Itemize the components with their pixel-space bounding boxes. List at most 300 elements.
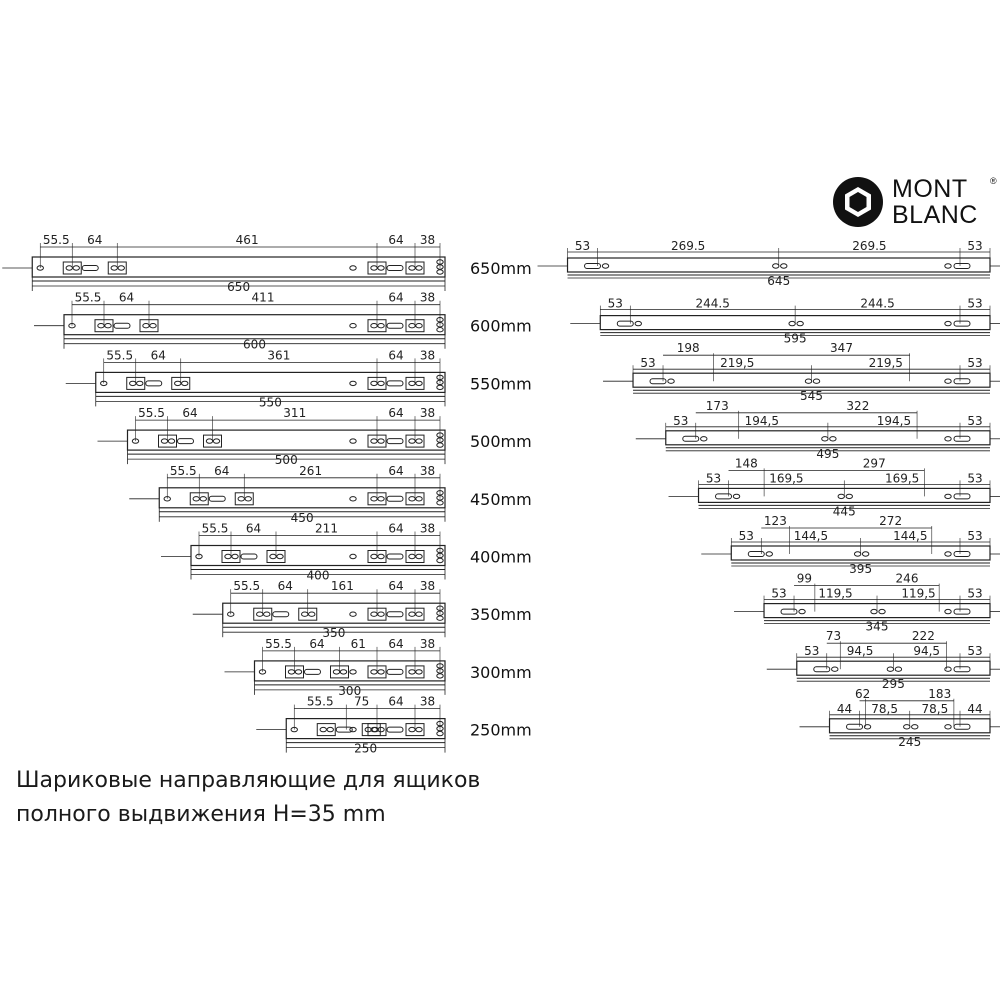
mid-bracket-hole bbox=[175, 381, 181, 385]
front-bracket-hole bbox=[105, 324, 111, 328]
dimension-value: 38 bbox=[419, 694, 436, 709]
dimension-value: 44 bbox=[836, 701, 853, 716]
front-bracket-hole bbox=[320, 727, 326, 731]
mid-bracket-hole bbox=[245, 497, 251, 501]
front-hole bbox=[733, 494, 739, 498]
end-bracket-hole bbox=[409, 266, 415, 270]
dimension-value: 38 bbox=[419, 406, 436, 421]
overall-length-value: 550 bbox=[258, 395, 282, 410]
rear-slot bbox=[954, 264, 970, 269]
front-slot bbox=[178, 439, 194, 444]
dimension-value: 75 bbox=[353, 694, 370, 709]
end-hole bbox=[437, 674, 443, 678]
overall-length-value: 495 bbox=[816, 446, 840, 461]
slide-length-label: 550mm bbox=[470, 374, 532, 394]
dimension-value: 194,5 bbox=[744, 413, 780, 428]
center-hole bbox=[854, 552, 860, 556]
rear-slot bbox=[954, 494, 970, 499]
front-bracket-hole bbox=[288, 670, 294, 674]
front-bracket-hole bbox=[168, 439, 174, 443]
rail-drawing-495 bbox=[636, 399, 1000, 461]
dimension-value: 148 bbox=[734, 456, 758, 471]
dimension-value: 38 bbox=[419, 521, 436, 536]
mid-bracket-hole bbox=[309, 612, 315, 616]
end-bracket-hole bbox=[409, 554, 415, 558]
front-bracket-hole bbox=[161, 439, 167, 443]
front-hole bbox=[602, 264, 608, 268]
center-hole bbox=[846, 494, 852, 498]
center-hole bbox=[904, 725, 910, 729]
mid-bracket-hole bbox=[182, 381, 188, 385]
front-bracket-hole bbox=[232, 554, 238, 558]
rear-bracket-hole bbox=[371, 324, 377, 328]
front-bracket-hole bbox=[130, 381, 136, 385]
slide-drawing-450 bbox=[129, 464, 531, 525]
front-bracket-hole bbox=[200, 497, 206, 501]
front-hole bbox=[832, 667, 838, 671]
rear-slot bbox=[387, 496, 403, 501]
rail-drawing-545 bbox=[603, 341, 1000, 403]
mid-bracket-hole bbox=[277, 554, 283, 558]
rear-hole bbox=[350, 439, 356, 443]
slide-length-label: 650mm bbox=[470, 259, 532, 278]
slide-drawing-550 bbox=[66, 348, 532, 409]
front-slot bbox=[814, 667, 830, 672]
dimension-value: 38 bbox=[419, 233, 436, 247]
overall-length-value: 650 bbox=[227, 280, 251, 294]
rear-hole bbox=[945, 609, 951, 613]
dimension-value: 269.5 bbox=[852, 239, 887, 253]
dimension-value: 55.5 bbox=[265, 636, 292, 651]
end-bracket-hole bbox=[409, 381, 415, 385]
rear-bracket-hole bbox=[371, 381, 377, 385]
dimension-value: 55.5 bbox=[42, 233, 70, 247]
rear-hole bbox=[350, 612, 356, 616]
rear-hole bbox=[945, 667, 951, 671]
dimension-value: 53 bbox=[640, 356, 656, 371]
end-bracket-hole bbox=[416, 439, 422, 443]
dimension-value: 64 bbox=[388, 233, 404, 247]
dimension-value: 123 bbox=[763, 514, 787, 528]
center-hole bbox=[887, 667, 893, 671]
dimension-value: 144,5 bbox=[893, 529, 928, 543]
end-hole bbox=[437, 501, 443, 505]
dimension-value: 38 bbox=[419, 290, 436, 305]
overall-length-value: 245 bbox=[898, 734, 922, 749]
dimension-value: 73 bbox=[825, 629, 842, 644]
dimension-value: 119,5 bbox=[818, 586, 853, 601]
end-hole bbox=[437, 443, 443, 447]
dimension-value: 173 bbox=[705, 398, 729, 413]
rear-slot bbox=[387, 266, 403, 271]
slide-drawing-600 bbox=[34, 291, 532, 352]
mid-bracket-hole bbox=[333, 670, 339, 674]
rear-bracket-hole bbox=[378, 381, 384, 385]
dimension-value: 78,5 bbox=[871, 701, 899, 716]
front-bracket-hole bbox=[295, 670, 301, 674]
dimension-value: 64 bbox=[388, 290, 404, 305]
dimension-value: 53 bbox=[967, 529, 983, 543]
dimension-value: 53 bbox=[771, 586, 787, 601]
rear-hole bbox=[945, 379, 951, 383]
center-hole bbox=[838, 494, 844, 498]
slide-drawing-350 bbox=[193, 579, 532, 640]
dimension-value: 55.5 bbox=[138, 406, 165, 421]
brand-line1: MONT bbox=[892, 175, 968, 203]
mid-bracket-hole bbox=[118, 266, 124, 270]
dimension-value: 272 bbox=[879, 514, 903, 528]
hexagon-logo-icon bbox=[832, 176, 884, 228]
dimension-value: 411 bbox=[251, 290, 275, 305]
front-slot bbox=[781, 609, 797, 614]
dimension-value: 53 bbox=[738, 529, 754, 543]
dimension-value: 244.5 bbox=[695, 296, 730, 311]
dimension-value: 55.5 bbox=[306, 694, 334, 709]
dimension-value: 311 bbox=[283, 406, 307, 421]
dimension-value: 53 bbox=[804, 644, 820, 659]
dimension-value: 38 bbox=[419, 636, 436, 651]
rear-bracket-hole bbox=[378, 612, 384, 616]
mid-bracket-hole bbox=[340, 670, 346, 674]
end-bracket-hole bbox=[409, 727, 415, 731]
front-hole bbox=[701, 437, 707, 441]
dimension-value: 53 bbox=[967, 356, 983, 371]
dimension-value: 38 bbox=[419, 579, 436, 594]
center-hole bbox=[862, 552, 868, 556]
end-bracket-hole bbox=[409, 324, 415, 328]
rear-slot bbox=[387, 727, 403, 732]
slide-drawing-400 bbox=[161, 522, 532, 583]
center-hole bbox=[912, 725, 918, 729]
rear-slot bbox=[954, 321, 970, 326]
mid-bracket-hole bbox=[150, 324, 156, 328]
overall-length-value: 450 bbox=[290, 510, 314, 525]
front-bracket-hole bbox=[193, 497, 199, 501]
overall-length-value: 300 bbox=[338, 683, 362, 698]
overall-length-value: 250 bbox=[354, 741, 378, 756]
center-hole bbox=[805, 379, 811, 383]
dimension-value: 53 bbox=[967, 413, 983, 428]
end-bracket-hole bbox=[416, 727, 422, 731]
front-hole bbox=[864, 725, 870, 729]
dimension-value: 53 bbox=[673, 413, 689, 428]
dimension-value: 297 bbox=[862, 456, 886, 471]
front-bracket-hole bbox=[73, 266, 79, 270]
dimension-value: 161 bbox=[330, 579, 354, 594]
rear-bracket-hole bbox=[371, 439, 377, 443]
dimension-value: 62 bbox=[854, 686, 871, 701]
rail-drawing-445 bbox=[669, 456, 1000, 518]
center-hole bbox=[830, 437, 836, 441]
dimension-value: 53 bbox=[967, 296, 983, 311]
center-hole bbox=[871, 609, 877, 613]
brand-line2: BLANC bbox=[892, 201, 978, 229]
rear-slot bbox=[387, 554, 403, 559]
dimension-value: 55.5 bbox=[106, 348, 134, 363]
end-hole bbox=[437, 328, 443, 332]
dimension-value: 169,5 bbox=[884, 471, 920, 486]
caption-line2: полного выдвижения H=35 mm bbox=[16, 802, 386, 827]
center-hole bbox=[781, 264, 787, 268]
overall-length-value: 295 bbox=[881, 677, 905, 692]
rear-hole bbox=[350, 554, 356, 558]
overall-length-value: 545 bbox=[800, 389, 823, 404]
mid-bracket-hole bbox=[238, 497, 244, 501]
dimension-value: 322 bbox=[846, 398, 870, 413]
rear-slot bbox=[387, 669, 403, 674]
rail-drawing-595 bbox=[570, 297, 1000, 346]
rear-bracket-hole bbox=[378, 324, 384, 328]
slide-length-label: 500mm bbox=[470, 432, 532, 452]
rear-slot bbox=[954, 609, 970, 614]
rail-drawing-245 bbox=[800, 687, 1000, 749]
overall-length-value: 395 bbox=[849, 562, 873, 576]
dimension-value: 64 bbox=[245, 521, 262, 536]
front-slot bbox=[683, 436, 699, 441]
rear-slot bbox=[954, 379, 970, 384]
front-slot bbox=[585, 264, 601, 269]
dimension-value: 61 bbox=[350, 636, 366, 651]
front-slot bbox=[82, 266, 98, 271]
brand-wordmark bbox=[892, 176, 978, 228]
center-hole bbox=[773, 264, 779, 268]
dimension-value: 269.5 bbox=[670, 239, 706, 253]
dimension-value: 261 bbox=[299, 463, 323, 478]
end-bracket-hole bbox=[409, 612, 415, 616]
dimension-value: 64 bbox=[388, 636, 404, 651]
caption-line1: Шариковые направляющие для ящиков bbox=[16, 768, 481, 793]
end-bracket-hole bbox=[409, 497, 415, 501]
rear-hole bbox=[945, 725, 951, 729]
dimension-value: 347 bbox=[830, 341, 853, 356]
end-bracket-hole bbox=[416, 497, 422, 501]
center-hole bbox=[789, 321, 795, 325]
front-slot bbox=[114, 323, 130, 328]
rail-outline bbox=[96, 372, 445, 392]
rear-hole bbox=[350, 727, 356, 731]
front-slot bbox=[209, 496, 225, 501]
dimension-value: 55.5 bbox=[74, 290, 102, 305]
center-hole bbox=[822, 437, 828, 441]
dimension-value: 53 bbox=[705, 471, 722, 486]
rear-hole bbox=[350, 381, 356, 385]
rear-slot bbox=[387, 381, 403, 386]
front-bracket-hole bbox=[327, 727, 333, 731]
end-hole bbox=[437, 558, 443, 562]
overall-length-value: 500 bbox=[274, 453, 298, 468]
rear-slot bbox=[387, 439, 403, 444]
dimension-value: 44 bbox=[967, 701, 983, 716]
front-bracket-hole bbox=[257, 612, 263, 616]
rear-bracket-hole bbox=[378, 670, 384, 674]
front-hole bbox=[766, 552, 772, 556]
mid-bracket-hole bbox=[206, 439, 212, 443]
end-bracket-hole bbox=[409, 439, 415, 443]
dimension-value: 53 bbox=[967, 471, 983, 486]
rear-hole bbox=[945, 437, 951, 441]
rail-drawing-295 bbox=[767, 629, 1000, 691]
dimension-value: 64 bbox=[150, 348, 166, 363]
front-bracket-hole bbox=[137, 381, 143, 385]
registered-mark: ® bbox=[990, 176, 997, 186]
slide-length-label: 600mm bbox=[470, 316, 532, 336]
dimension-value: 64 bbox=[182, 406, 198, 421]
rear-hole bbox=[945, 264, 951, 268]
rear-hole bbox=[350, 497, 356, 501]
dimension-value: 246 bbox=[895, 571, 919, 586]
rear-hole bbox=[945, 321, 951, 325]
center-hole bbox=[813, 379, 819, 383]
rear-bracket-hole bbox=[371, 554, 377, 558]
dimension-value: 38 bbox=[419, 463, 436, 478]
end-hole bbox=[437, 385, 443, 389]
dimension-value: 64 bbox=[388, 348, 404, 363]
dimension-value: 194,5 bbox=[876, 413, 912, 428]
dimension-value: 78,5 bbox=[921, 701, 949, 716]
dimension-value: 53 bbox=[967, 586, 983, 601]
front-slot bbox=[146, 381, 162, 386]
end-hole bbox=[437, 270, 443, 274]
rear-bracket-hole bbox=[378, 266, 384, 270]
slide-length-label: 300mm bbox=[470, 662, 532, 682]
dimension-value: 53 bbox=[574, 239, 591, 253]
product-caption bbox=[16, 764, 616, 832]
slide-length-label: 400mm bbox=[470, 547, 532, 567]
rear-hole bbox=[945, 494, 951, 498]
front-slot bbox=[241, 554, 257, 559]
dimension-value: 64 bbox=[277, 579, 293, 594]
rear-slot bbox=[954, 667, 970, 672]
rear-slot bbox=[954, 552, 970, 557]
brand-logo bbox=[832, 176, 1000, 232]
dimension-value: 55.5 bbox=[201, 521, 229, 536]
dimension-value: 55.5 bbox=[169, 463, 197, 478]
front-bracket-hole bbox=[98, 324, 104, 328]
slide-drawing-250 bbox=[256, 695, 531, 756]
dimension-value: 64 bbox=[309, 636, 325, 651]
front-hole bbox=[635, 321, 641, 325]
dimension-value: 64 bbox=[388, 579, 404, 594]
end-hole bbox=[437, 616, 443, 620]
front-slot bbox=[650, 379, 666, 384]
front-slot bbox=[305, 669, 321, 674]
mid-bracket-hole bbox=[143, 324, 149, 328]
dimension-value: 64 bbox=[388, 694, 404, 709]
overall-length-value: 600 bbox=[243, 337, 266, 352]
overall-length-value: 350 bbox=[322, 626, 346, 641]
front-hole bbox=[799, 609, 805, 613]
slide-length-label: 350mm bbox=[470, 605, 532, 625]
rear-slot bbox=[387, 323, 403, 328]
front-slot bbox=[716, 494, 732, 499]
dimension-value: 94,5 bbox=[913, 644, 941, 659]
slide-drawing-650 bbox=[2, 233, 531, 294]
overall-length-value: 645 bbox=[767, 274, 791, 288]
dimension-value: 219,5 bbox=[868, 356, 903, 371]
center-hole bbox=[797, 321, 803, 325]
end-bracket-hole bbox=[416, 612, 422, 616]
overall-length-value: 595 bbox=[783, 331, 807, 346]
rear-bracket-hole bbox=[378, 554, 384, 558]
front-slot bbox=[847, 724, 863, 729]
dimension-value: 198 bbox=[676, 341, 700, 356]
dimension-value: 53 bbox=[967, 239, 983, 253]
rear-bracket-hole bbox=[371, 612, 377, 616]
mid-bracket-hole bbox=[213, 439, 219, 443]
dimension-value: 64 bbox=[118, 290, 135, 305]
dimension-value: 64 bbox=[388, 521, 404, 536]
dimension-value: 64 bbox=[388, 406, 404, 421]
end-hole bbox=[437, 731, 443, 735]
front-slot bbox=[617, 321, 633, 326]
end-bracket-hole bbox=[416, 266, 422, 270]
dimension-value: 144,5 bbox=[793, 529, 829, 543]
dimension-value: 169,5 bbox=[769, 471, 804, 486]
dimension-value: 361 bbox=[267, 348, 291, 363]
slide-length-label: 250mm bbox=[470, 720, 532, 740]
rail-drawing-395 bbox=[701, 514, 1000, 576]
dimension-value: 219,5 bbox=[720, 356, 755, 371]
rear-slot bbox=[387, 612, 403, 617]
dimension-value: 64 bbox=[214, 463, 230, 478]
mid-bracket-hole bbox=[302, 612, 308, 616]
rear-slot bbox=[954, 436, 970, 441]
rear-hole bbox=[350, 324, 356, 328]
dimension-value: 64 bbox=[87, 233, 103, 247]
rail-drawing-345 bbox=[734, 572, 1000, 634]
dimension-value: 38 bbox=[419, 348, 436, 363]
rear-hole bbox=[945, 552, 951, 556]
slide-drawing-300 bbox=[225, 637, 532, 698]
rail-outline bbox=[64, 315, 445, 335]
mid-bracket-hole bbox=[270, 554, 276, 558]
center-hole bbox=[895, 667, 901, 671]
dimension-value: 461 bbox=[235, 233, 259, 247]
mid-bracket-hole bbox=[111, 266, 117, 270]
dimension-value: 211 bbox=[315, 521, 338, 536]
end-bracket-hole bbox=[416, 324, 422, 328]
slide-drawing-500 bbox=[98, 406, 532, 467]
rear-bracket-hole bbox=[371, 670, 377, 674]
slide-length-label: 450mm bbox=[470, 489, 532, 509]
dimension-value: 183 bbox=[928, 686, 952, 701]
rear-bracket-hole bbox=[371, 497, 377, 501]
overall-length-value: 345 bbox=[865, 619, 889, 634]
rear-bracket-hole bbox=[371, 266, 377, 270]
rear-bracket-hole bbox=[378, 439, 384, 443]
dimension-value: 94,5 bbox=[846, 644, 874, 659]
rear-bracket-hole bbox=[378, 497, 384, 501]
front-bracket-hole bbox=[66, 266, 72, 270]
end-bracket-hole bbox=[416, 670, 422, 674]
dimension-value: 119,5 bbox=[901, 586, 936, 601]
front-bracket-hole bbox=[264, 612, 270, 616]
end-bracket-hole bbox=[416, 554, 422, 558]
dimension-value: 53 bbox=[967, 644, 983, 659]
front-bracket-hole bbox=[225, 554, 231, 558]
dimension-value: 99 bbox=[796, 571, 813, 586]
end-bracket-hole bbox=[416, 381, 422, 385]
center-hole bbox=[879, 609, 885, 613]
rear-hole bbox=[350, 266, 356, 270]
dimension-value: 64 bbox=[388, 463, 404, 478]
dimension-value: 55.5 bbox=[233, 579, 261, 594]
dimension-value: 222 bbox=[911, 629, 935, 644]
front-hole bbox=[668, 379, 674, 383]
front-slot bbox=[273, 612, 289, 617]
rail-drawing-645 bbox=[538, 239, 1000, 288]
rear-slot bbox=[954, 724, 970, 729]
